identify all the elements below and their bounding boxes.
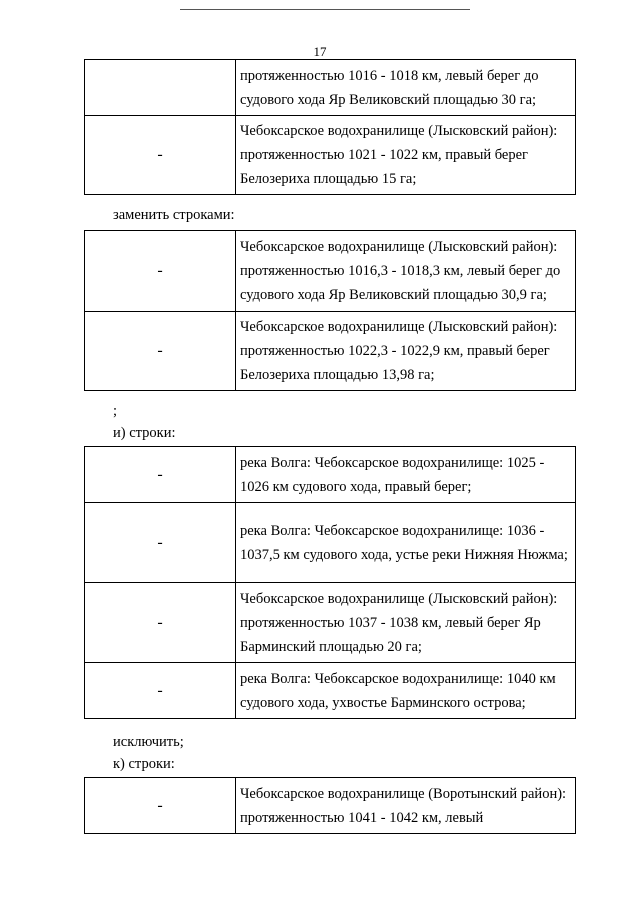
item-k-label: к) строки:	[113, 756, 175, 772]
row-text: Чебоксарское водохранилище (Воротынский район): протяженностью 1041 - 1042 км, левый	[236, 778, 576, 834]
table-2	[84, 230, 576, 391]
table-row	[85, 116, 576, 195]
row-marker	[85, 60, 236, 116]
row-marker: -	[85, 778, 236, 834]
table-row	[85, 583, 576, 663]
row-text: Чебоксарское водохранилище (Лысковский район): протяженностью 1016,3 - 1018,3 км, левый берег до судового хода Яр Великовский площадью 30,9 га;	[236, 231, 576, 312]
row-marker: -	[85, 447, 236, 503]
table-row	[85, 312, 576, 391]
table-4	[84, 777, 576, 834]
row-text: река Волга: Чебоксарское водохранилище: 1025 - 1026 км судового хода, правый берег;	[236, 447, 576, 503]
exclude-label: исключить;	[113, 734, 184, 750]
row-text: Чебоксарское водохранилище (Лысковский район): протяженностью 1037 - 1038 км, левый берег Яр Барминский площадью 20 га;	[236, 583, 576, 663]
item-i-label: и) строки:	[113, 425, 176, 441]
semicolon-mark: ;	[113, 403, 118, 419]
replace-label: заменить строками:	[113, 207, 235, 223]
page-number: 17	[313, 44, 327, 59]
row-marker: -	[85, 503, 236, 583]
row-text: Чебоксарское водохранилище (Лысковский район): протяженностью 1022,3 - 1022,9 км, правый берег Белозериха площадью 13,98 га;	[236, 312, 576, 391]
table-1	[84, 59, 576, 195]
row-text: Чебоксарское водохранилище (Лысковский район): протяженностью 1021 - 1022 км, правый берег Белозериха площадью 15 га;	[236, 116, 576, 195]
table-row	[85, 503, 576, 583]
row-marker: -	[85, 312, 236, 391]
row-text: река Волга: Чебоксарское водохранилище: 1036 - 1037,5 км судового хода, устье реки Нижняя Нюжма;	[236, 503, 576, 583]
table-row	[85, 60, 576, 116]
row-text: река Волга: Чебоксарское водохранилище: 1040 км судового хода, ухвостье Барминского острова;	[236, 663, 576, 719]
table-row	[85, 231, 576, 312]
table-row	[85, 663, 576, 719]
row-marker: -	[85, 116, 236, 195]
row-marker: -	[85, 583, 236, 663]
row-marker: -	[85, 231, 236, 312]
top-rule	[180, 9, 470, 10]
row-marker: -	[85, 663, 236, 719]
row-text: протяженностью 1016 - 1018 км, левый берег до судового хода Яр Великовский площадью 30 га;	[236, 60, 576, 116]
table-row	[85, 447, 576, 503]
table-3	[84, 446, 576, 719]
table-row	[85, 778, 576, 834]
